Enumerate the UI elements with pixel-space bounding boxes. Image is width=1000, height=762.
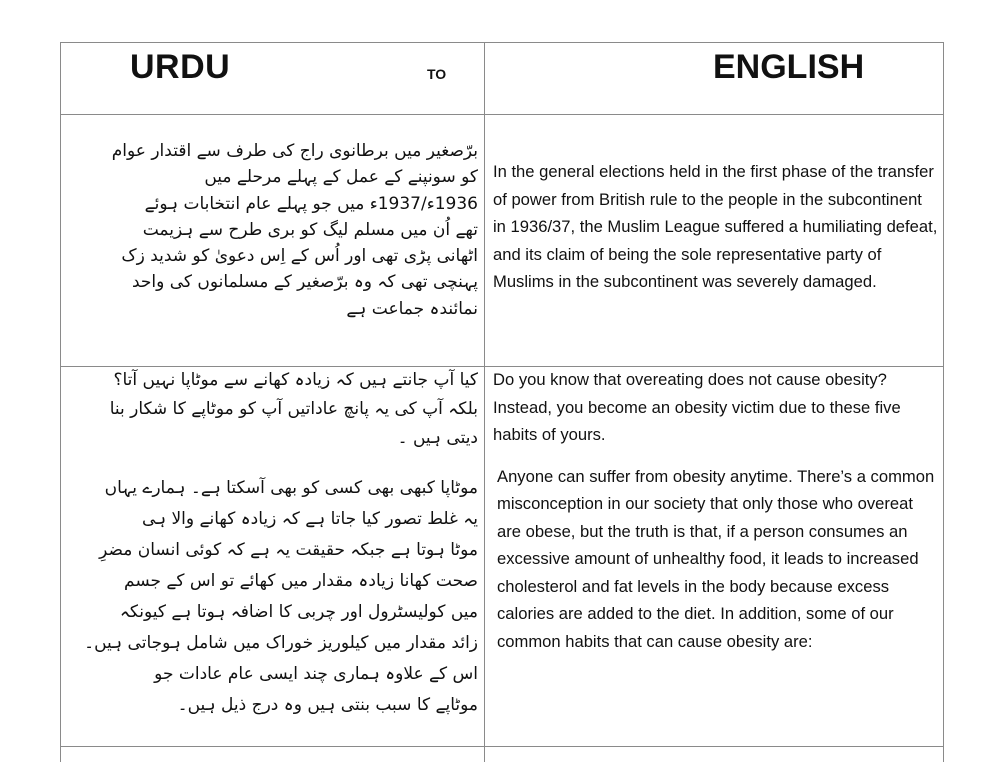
urdu-line: کو سونپنے کے عمل کے پہلے مرحلے میں — [204, 167, 478, 188]
urdu-column-header: URDU — [130, 48, 231, 86]
table-left-border — [60, 42, 61, 762]
to-label: TO — [427, 66, 447, 82]
urdu-line: یہ غلط تصور کیا جاتا ہے کہ زیادہ کھانے والا ہی — [141, 509, 478, 529]
row1-urdu-text — [66, 138, 478, 322]
urdu-line: اٹھانی پڑی تھی اور اُس کے اِس دعویٰ کو شدید زک — [121, 246, 478, 267]
table-right-border — [943, 42, 944, 762]
english-paragraph: In the general elections held in the first phase of the transfer of power from British rule to the people in the subcontinent in 1936/37, the Muslim League suffered a humiliating defeat, and its claim of being the sole representative party of Muslims in the subcontinent was severely damaged. — [493, 162, 938, 291]
urdu-line: میں کولیسٹرول اور چربی کا اضافہ ہوتا ہے کیونکہ — [119, 602, 478, 622]
column-divider — [484, 42, 485, 762]
row1-english-text — [493, 158, 939, 296]
english-paragraph: Anyone can suffer from obesity anytime. There’s a common misconception in our society that only those who overeat are obese, but the truth is that, if a person consumes an excessive amount of unhealthy food, it leads to increased cholesterol and fat levels in the body because excess calories are added to the diet. In addition, some of our common habits that can cause obesity are: — [497, 466, 935, 651]
urdu-line: اس کے علاوہ ہماری چند ایسی عام عادات جو — [154, 664, 478, 684]
row2-urdu-text — [66, 366, 478, 453]
urdu-line: دیتی ہیں ۔ — [397, 428, 478, 448]
row2-urdu-text-para2 — [66, 473, 478, 721]
table-top-border — [60, 42, 944, 43]
urdu-line: کیا آپ جانتے ہیں کہ زیادہ کھانے سے موٹاپا نہیں آتا؟ — [113, 370, 478, 390]
urdu-line: صحت کھانا زیادہ مقدار میں کھائے تو اس کے جسم — [124, 571, 478, 591]
urdu-line: پہنچی تھی کہ وہ برّصغیر کے مسلمانوں کی واحد — [131, 272, 478, 293]
header-bottom-border — [60, 114, 944, 115]
english-column-header: ENGLISH — [713, 48, 865, 86]
urdu-line: موٹا ہوتا ہے جبکہ حقیقت یہ ہے کہ کوئی انسان مضرِ — [99, 540, 478, 560]
urdu-line: نمائندہ جماعت ہے — [346, 298, 478, 319]
urdu-line: بلکہ آپ کی یہ پانچ عاداتیں آپ کو موٹاپے کا شکار بنا — [109, 399, 478, 419]
urdu-line: 1936ء/1937ء میں جو پہلے عام انتخابات ہوئے — [144, 193, 478, 214]
row2-english-text — [493, 366, 939, 655]
translation-table — [60, 42, 944, 762]
row2-bottom-border — [60, 746, 944, 747]
urdu-line: موٹاپے کا سبب بنتی ہیں وہ درج ذیل ہیں۔ — [177, 695, 478, 715]
urdu-line: موٹاپا کبھی بھی کسی کو بھی آسکتا ہے۔ ہمارے یہاں — [104, 478, 478, 498]
urdu-line: تھے اُن میں مسلم لیگ کو بری طرح سے ہزیمت — [142, 219, 478, 240]
urdu-line: برّصغیر میں برطانوی راج کی طرف سے اقتدار عوام — [111, 141, 478, 161]
english-paragraph: Do you know that overeating does not cause obesity? Instead, you become an obesity victim due to these five habits of yours. — [493, 370, 901, 444]
urdu-line: زائد مقدار میں کیلوریز خوراک میں شامل ہوجاتی ہیں۔ — [84, 633, 478, 653]
